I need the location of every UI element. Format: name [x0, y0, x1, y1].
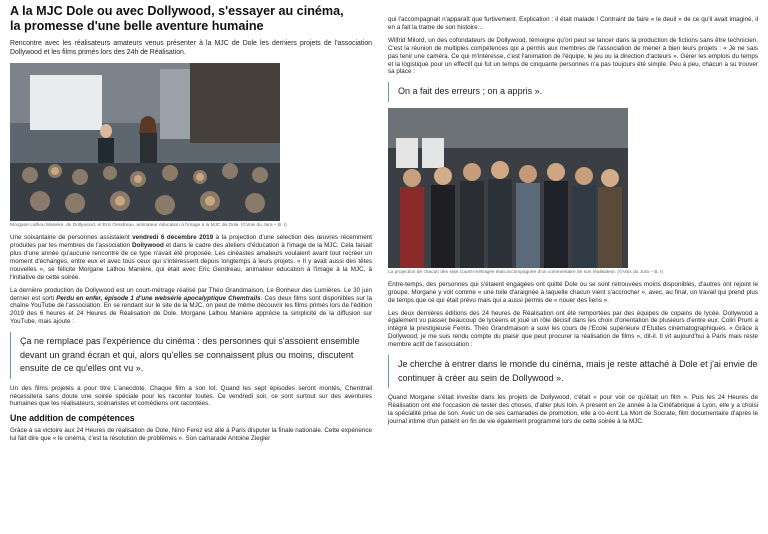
- photo-group: [388, 108, 628, 268]
- group-image: [388, 108, 628, 268]
- pull-quote-3: Je cherche à entrer dans le monde du cinéma, mais je reste attaché à Dole et j'ai envie de continuer à créer au sein de Dollywood ».: [388, 355, 758, 388]
- article-lede: Rencontre avec les réalisateurs amateurs venus présenter à la MJC de Dole les derniers projets de l'association Dollywood et les films primés lors des 24h de Réalisation.: [10, 40, 372, 56]
- right-column: [388, 16, 758, 426]
- photo-presenters: [10, 63, 280, 221]
- paragraph-1: Une soixantaine de personnes assistaient vendredi 6 décembre 2019 à la projection d'une sélection des œuvres récemment produites par les membres de l'association Dollywood et dans le cadre des ateliers d'éducation à l'image de la MJC. Cela faisait plus d'une année qu'aucune rencontre de ce type n'avait été proposée. Les cinéastes amateurs voulaient avant tout recréer un moment d'échanges, entre eux et avec tous ceux qui s'intéressent depuis longtemps à leurs projets. « Il y avait aussi des têtes nouvelles », se félicite Morgane Lalhou Manière, qui était avec Eric Gendreau, animateur éducation à l'image à la MJC, à l'initiative de cette soirée.: [10, 234, 373, 281]
- photo2-caption: La projection de chacun des sept courts-métrages était accompagnée d'un commentaire de son réalisateur. (©Voix du Jura – B. I): [388, 269, 664, 275]
- paragraph-3: Un des films projetés a pour titre L'anecdote. Chaque film a son lot. Quand les sept épisodes seront montés, Chemtrail nécessitera sans doute une soirée spéciale pour les raconter toutes. Ce vendredi soir, ce sont surtout sur des aventures humaines que les réalisateurs, scénaristes et comédiens ont racontées.: [10, 384, 372, 408]
- article-title: [10, 4, 372, 34]
- pull-quote-2: On a fait des erreurs ; on a appris ».: [388, 82, 758, 102]
- paragraph-r5: Quand Morgane s'était investie dans les projets de Dollywood, c'était « pour voir ce qu'était un film ». Puis les 24 Heures de Réalisation ont été l'occasion de tester des choses, d'aller plus loin. A présent en 2e année à la Cinéfabrique à Lyon, elle y a choisi la spécialité prise de son. Avec un de ses camarades de promotion, elle a co-écrit La Mort de Socrate, film documentaire d'après le journal intime d'un patient en fin de vie également programmé lors de cette soirée à la MJC.: [388, 394, 758, 425]
- section-subhead: Une addition de compétences: [10, 413, 135, 424]
- paragraph-r3: Entre-temps, des personnes qui s'étaient engagées ont quitté Dole ou se sont retrouvées moins disponibles, d'autres ont rejoint le groupe. Morgane y voit comme « une toile d'araignée à laquelle chacun vient s'accrocher », avec, au final, un travail qui prend plus de temps que ce qui était prévu mais qui a aussi permis de « nouer des liens ».: [388, 280, 758, 304]
- paragraph-2: La dernière production de Dollywood est un court-métrage réalisé par Théo Grandmaison, Le Bonheur des Lumières. Le 30 juin dernier est sorti Perdu en enfer, épisode 1 d'une websérie apocalyptique Chemtrails. Ces deux films sont disponibles sur la chaîne YouTube de l'association. En se rendant sur le site de la MJC, on peut de même découvrir les films primés lors de l'édition 2019 des 6 heures et 24 Heures de Réalisation de Dole. Morgane Lalhou Manière apprécie la simplicité de la diffusion sur YouTube, mais ajoute :: [10, 286, 372, 326]
- photo1-caption: Morgane Lalhou Manière, de Dollywood, et Eric Gendreau, animateur éducation à l'image à la MJC de Dole. (©Voix du Jura – B. I): [10, 223, 287, 229]
- title-line-1: A la MJC Dole ou avec Dollywood, s'essayer au cinéma,: [10, 4, 344, 18]
- presenters-image: [10, 63, 280, 221]
- paragraph-r4: Les deux dernières éditions des 24 heures de Réalisation ont été remportées par des équipes de copains de lycée. Dollywood a également vu passer beaucoup de lycéens et joué un rôle décisif dans les choix d'orientation de plusieurs d'entre eux. Colin Prum a intégré la prestigieuse Femis. Théo Grandmaison a suivi les cours de l'Ecole supérieure d'Etudes cinématographiques. « Grâce à Dollywood, je me suis rendu compte du plaisir que peut procurer la réalisation de films », dit-il. Il vit aujourd'hui à Paris mais reste membre actif de l'association :: [388, 309, 758, 349]
- paragraph-4: Grâce à sa victoire aux 24 Heures de réalisation de Dole, Nino Ferez est allé à Paris disputer la finale nationale. Cette expérience lui fait dire que « le cinéma, c'est la résolution de problèmes ». Son camarade Antoine Ziegler: [10, 427, 372, 443]
- title-line-2: la promesse d'une belle aventure humaine: [10, 19, 264, 33]
- paragraph-r1: qui l'accompagnait n'apparaît que furtivement. Explication : il était malade ! Contraint de faire « le deuil » de ce qu'il avait imaginé, il en a fait la trame de son histoire…: [388, 16, 758, 31]
- pull-quote-1: Ça ne remplace pas l'expérience du cinéma : des personnes qui s'assoient ensemble devant un grand écran et qui, alors qu'elles se connaissent plus ou moins, discutent ensuite de ce qu'elles ont vu ».: [10, 332, 372, 379]
- left-column: [10, 0, 372, 443]
- paragraph-r2: Wilfrid Milord, un des cofondateurs de Dollywood, témoigne qu'on peut se lancer dans la production de fictions sans être technicien. C'est la réunion de multiples compétences qui a permis aux membres de l'association de mener à bien leurs projets : « Je ne sais pas tenir une caméra. Ce qui m'intéresse, c'est l'animation de l'équipe, le jeu ou la direction d'acteurs ». Gérer les emplois du temps et la logistique pour un effectif qui fut un temps de cinquante personnes n'a pas toujours été simple. Peu à peu, chacun a su trouver sa place :: [388, 36, 758, 76]
